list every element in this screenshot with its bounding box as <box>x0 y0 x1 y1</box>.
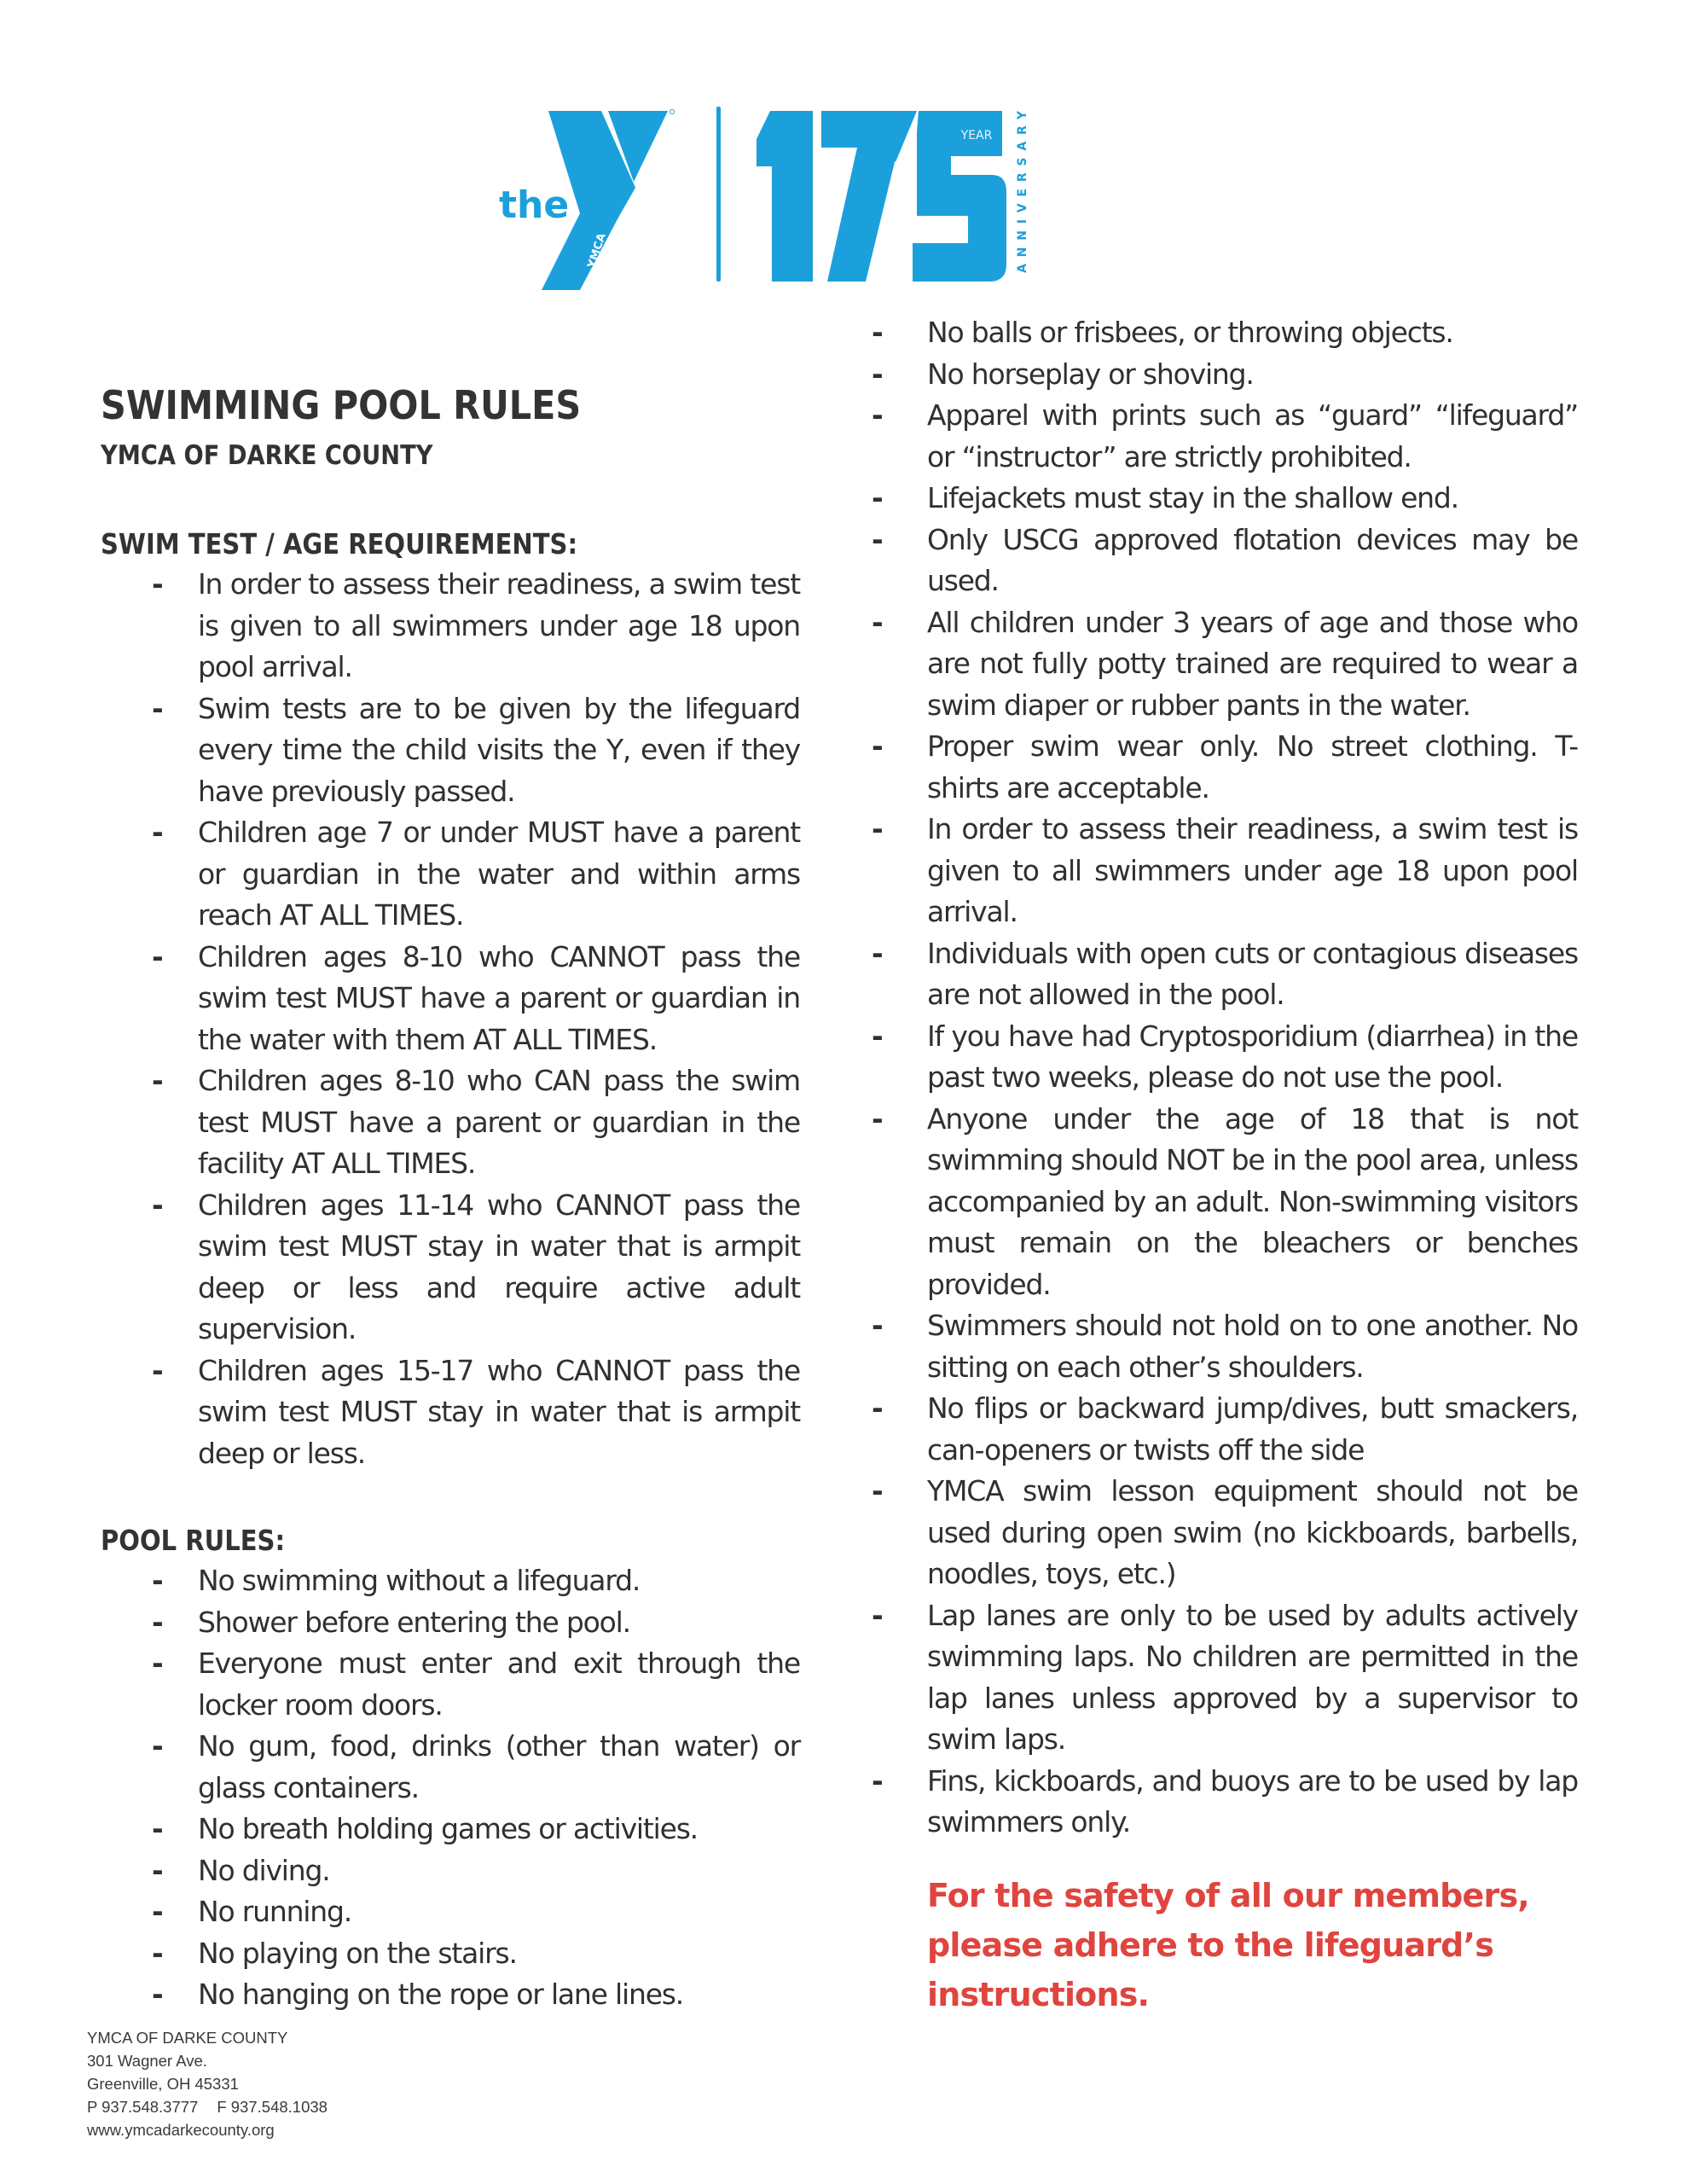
bullet-dash: - <box>872 936 883 970</box>
footer-city: Greenville, OH 45331 <box>87 2075 239 2093</box>
footer-phone: P 937.548.3777 <box>87 2098 199 2116</box>
list-item: - No diving. <box>101 1850 800 1892</box>
list-item: - No flips or backward jump/dives, butt smackers, can-openers or twists off the side <box>872 1388 1578 1471</box>
logo-year-text: YEAR <box>960 129 993 142</box>
list-item: - No hanging on the rope or lane lines. <box>101 1974 800 2016</box>
list-item: - Swim tests are to be given by the lifeguard every time the child visits the Y, even if they have previously passed. <box>101 688 800 813</box>
bullet-dash: - <box>872 1309 883 1342</box>
list-item: - Swimmers should not hold on to one another. No sitting on each other’s shoulders. <box>872 1305 1578 1388</box>
bullet-dash: - <box>152 1978 163 2011</box>
bullet-dash: - <box>152 1895 163 1928</box>
bullet-dash: - <box>152 1064 163 1097</box>
bullet-dash: - <box>872 1474 883 1507</box>
list-item: - YMCA swim lesson equipment should not be used during open swim (no kickboards, barbells, noodles, toys, etc.) <box>872 1471 1578 1595</box>
list-item: - Fins, kickboards, and buoys are to be used by lap swimmers only. <box>872 1761 1578 1844</box>
left-column <box>101 382 800 2016</box>
registered-mark-icon <box>670 110 675 114</box>
right-column <box>872 309 1578 2019</box>
list-item: - Individuals with open cuts or contagious diseases are not allowed in the pool. <box>872 933 1578 1016</box>
footer-address <box>87 2026 328 2141</box>
list-item: - Children ages 8-10 who CANNOT pass the swim test MUST have a parent or guardian in the water with them AT ALL TIMES. <box>101 937 800 1061</box>
logo-digit-5 <box>913 111 1006 282</box>
bullet-dash: - <box>152 691 163 725</box>
bullet-dash: - <box>872 1391 883 1425</box>
bullet-dash: - <box>152 567 163 601</box>
bullet-dash: - <box>872 1598 883 1632</box>
list-item: - No playing on the stairs. <box>101 1933 800 1975</box>
list-item: - No swimming without a lifeguard. <box>101 1560 800 1602</box>
bullet-dash: - <box>152 1564 163 1597</box>
list-item: - No breath holding games or activities. <box>101 1809 800 1850</box>
bullet-dash: - <box>152 1853 163 1887</box>
bullet-dash: - <box>152 939 163 973</box>
pool-rules-list <box>101 1560 800 2016</box>
footer-org-name: YMCA OF DARKE COUNTY <box>87 2029 288 2047</box>
bullet-dash: - <box>152 1812 163 1845</box>
list-item: - Lifejackets must stay in the shallow end. <box>872 478 1578 520</box>
footer-website[interactable]: www.ymcadarkecounty.org <box>87 2121 275 2139</box>
logo-graphic <box>499 107 1198 299</box>
bullet-dash: - <box>152 1605 163 1639</box>
footer-contact <box>87 2095 328 2118</box>
bullet-dash: - <box>872 316 883 349</box>
swim-test-list <box>101 564 800 1474</box>
bullet-dash: - <box>872 522 883 556</box>
bullet-dash: - <box>872 605 883 639</box>
footer-street: 301 Wagner Ave. <box>87 2052 207 2070</box>
pool-rules-continued-list <box>872 312 1578 1844</box>
list-item: - All children under 3 years of age and those who are not fully potty trained are required to wear a swim diaper or rubber pants in the water. <box>872 602 1578 727</box>
pool-rules-heading: POOL RULES: <box>101 1524 286 1557</box>
bullet-dash: - <box>152 1353 163 1387</box>
page-subtitle: YMCA OF DARKE COUNTY <box>101 440 433 471</box>
logo-ymca-text: YMCA <box>585 231 609 270</box>
bullet-dash: - <box>152 1188 163 1222</box>
bullet-dash: - <box>152 1647 163 1680</box>
list-item: - Only USCG approved flotation devices may be used. <box>872 520 1578 602</box>
page-title: SWIMMING POOL RULES <box>101 382 582 428</box>
list-item: - No balls or frisbees, or throwing objects. <box>872 312 1578 354</box>
list-item: - Lap lanes are only to be used by adults actively swimming laps. No children are permitted in the lap lanes unless approved by a supervisor to swim laps. <box>872 1595 1578 1761</box>
bullet-dash: - <box>152 816 163 849</box>
list-item: - If you have had Cryptosporidium (diarrhea) in the past two weeks, please do not use the pool. <box>872 1016 1578 1099</box>
list-item: - Apparel with prints such as “guard” “lifeguard” or “instructor” are strictly prohibited. <box>872 395 1578 478</box>
list-item: - No gum, food, drinks (other than water) or glass containers. <box>101 1726 800 1809</box>
list-item: - No running. <box>101 1891 800 1933</box>
list-item: - In order to assess their readiness, a swim test is given to all swimmers under age 18 upon pool arrival. <box>101 564 800 688</box>
list-item: - Children ages 15-17 who CANNOT pass the swim test MUST stay in water that is armpit deep or less. <box>101 1350 800 1475</box>
list-item: - Proper swim wear only. No street clothing. T-shirts are acceptable. <box>872 726 1578 809</box>
bullet-dash: - <box>872 1101 883 1136</box>
ymca-175-anniversary-logo <box>499 107 1198 299</box>
bullet-dash: - <box>152 1729 163 1763</box>
bullet-dash: - <box>152 1936 163 1970</box>
bullet-dash: - <box>872 812 883 845</box>
bullet-dash: - <box>872 1019 883 1053</box>
logo-divider <box>716 107 721 282</box>
list-item: - Shower before entering the pool. <box>101 1602 800 1644</box>
footer-fax: F 937.548.1038 <box>217 2098 328 2116</box>
list-item: - Children ages 11-14 who CANNOT pass the swim test MUST stay in water that is armpit deep or less and require active adult supervision. <box>101 1185 800 1350</box>
bullet-dash: - <box>872 398 883 432</box>
bullet-dash: - <box>872 481 883 514</box>
list-item: - Everyone must enter and exit through the locker room doors. <box>101 1643 800 1726</box>
bullet-dash: - <box>872 1763 883 1798</box>
logo-digit-1 <box>757 111 813 282</box>
swim-test-heading: SWIM TEST / AGE REQUIREMENTS: <box>101 527 578 561</box>
list-item: - Children ages 8-10 who CAN pass the swim test MUST have a parent or guardian in the facility AT ALL TIMES. <box>101 1060 800 1185</box>
bullet-dash: - <box>872 729 883 763</box>
list-item: - Anyone under the age of 18 that is not swimming should NOT be in the pool area, unless accompanied by an adult. Non-swimming visitors must remain on the bleachers or benches provided. <box>872 1099 1578 1306</box>
bullet-dash: - <box>872 357 883 391</box>
logo-anniversary-text: ANNIVERSARY <box>1016 111 1029 273</box>
list-item: - No horseplay or shoving. <box>872 354 1578 396</box>
logo-the-text: the <box>499 183 570 227</box>
safety-notice: For the safety of all our members, please adhere to the lifeguard’s instructions. <box>927 1876 1529 2013</box>
list-item: - In order to assess their readiness, a swim test is given to all swimmers under age 18 upon pool arrival. <box>872 809 1578 933</box>
list-item: - Children age 7 or under MUST have a parent or guardian in the water and within arms reach AT ALL TIMES. <box>101 812 800 937</box>
